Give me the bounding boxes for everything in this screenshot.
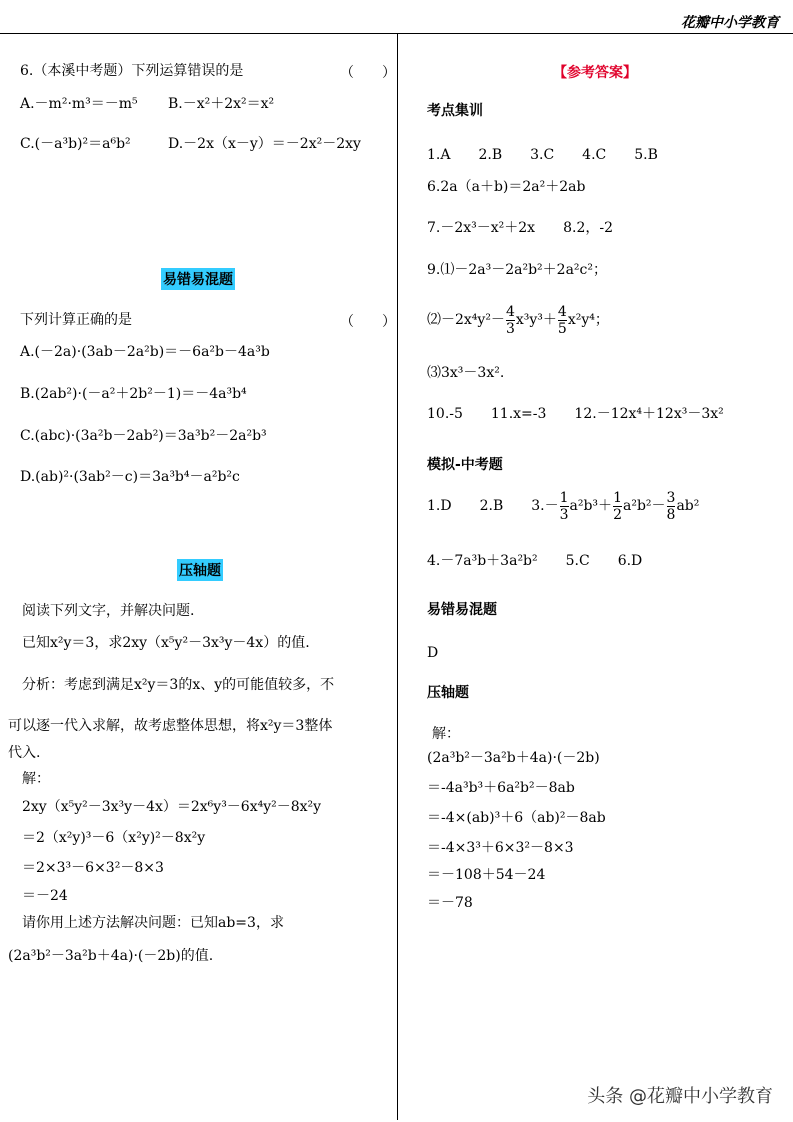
- solution-line-2: ＝-4a³b³＋6a²b²－8ab: [427, 780, 575, 796]
- fraction-4-3: [506, 304, 515, 337]
- mistake-option-b: B.(2ab²)·(－a²＋2b²－1)＝－4a³b⁴: [20, 386, 247, 402]
- fraction-3-8: [667, 490, 676, 523]
- q6-stem: 6.（本溪中考题）下列运算错误的是: [20, 63, 244, 79]
- yz-title: 压轴题: [427, 685, 469, 701]
- q6-option-c: C.(－a³b)²＝a⁶b²: [20, 136, 131, 152]
- solution-line-4: ＝-4×3³＋6×3²－8×3: [427, 840, 574, 856]
- mistake-option-a: A.(－2a)·(3ab－2a²b)＝－6a²b－4a³b: [20, 344, 270, 360]
- mn-title: 模拟-中考题: [427, 457, 503, 473]
- axis-line-3: 分析：考虑到满足x²y＝3的x、y的可能值较多，不: [22, 677, 335, 693]
- solution-line-5: ＝－108＋54－24: [427, 867, 546, 883]
- answer-1-5: 1.A 2.B 3.C 4.C 5.B: [427, 147, 658, 163]
- mn-answer-1-3: [427, 486, 699, 526]
- solution-line-1: (2a³b²－3a²b＋4a)·(－2b): [427, 750, 600, 766]
- yc-title: 易错易混题: [427, 602, 497, 618]
- mistake-option-d: D.(ab)²·(3ab²－c)＝3a³b⁴－a²b²c: [20, 469, 240, 485]
- mn-answer-4-6: 4.－7a³b＋3a²b² 5.C 6.D: [427, 553, 643, 569]
- axis-line-9: ＝2×3³－6×3²－8×3: [22, 860, 164, 876]
- frac-num: 1: [613, 489, 622, 506]
- answer-title: 【参考答案】: [553, 65, 637, 81]
- answer-9-2-pre: ⑵－2x⁴y²－: [427, 312, 505, 328]
- fraction-1-2: [613, 490, 622, 523]
- mn-answer-mid2: a²b²－: [622, 498, 666, 514]
- answer-9-2: [427, 300, 609, 340]
- solution-line-3: ＝-4×(ab)³＋6（ab)²－8ab: [427, 810, 606, 826]
- answer-9-2-mid: x³y³＋: [515, 312, 557, 328]
- mn-answer-pre: 1.D 2.B 3.－: [427, 498, 559, 514]
- frac-den: 8: [666, 506, 676, 523]
- answer-9-1: 9.⑴－2a³－2a²b²＋2a²c²；: [427, 262, 607, 278]
- q6-answer-paren: （ ）: [340, 65, 396, 81]
- frac-den: 3: [559, 506, 569, 523]
- answer-9-2-post: x²y⁴；: [567, 312, 609, 328]
- axis-line-4: 可以逐一代入求解，故考虑整体思想，将x²y＝3整体: [8, 718, 333, 734]
- mn-answer-mid1: a²b³＋: [569, 498, 613, 514]
- answer-6: 6.2a（a＋b)＝2a²＋2ab: [427, 179, 586, 195]
- watermark: 头条 @花瓣中小学教育: [587, 1086, 773, 1107]
- q6-option-b: B.－x²＋2x²＝x²: [168, 96, 275, 112]
- kd-title: 考点集训: [427, 103, 483, 119]
- axis-line-2: 已知x²y＝3，求2xy（x⁵y²－3x³y－4x）的值.: [22, 635, 310, 651]
- frac-num: 1: [559, 489, 569, 506]
- q6-option-a: A.－m²·m³＝－m⁵: [20, 96, 138, 112]
- frac-num: 4: [557, 303, 567, 320]
- mn-answer-post: ab²: [676, 498, 700, 514]
- frac-num: 3: [666, 489, 676, 506]
- axis-line-6: 解：: [22, 771, 50, 787]
- axis-line-7: 2xy（x⁵y²－3x³y－4x）＝2x⁶y³－6x⁴y²－8x²y: [22, 799, 322, 815]
- frac-den: 5: [557, 320, 567, 337]
- answer-10-12: 10.-5 11.x=-3 12.－12x⁴＋12x³－3x²: [427, 406, 724, 422]
- frac-num: 4: [505, 303, 515, 320]
- solution-line-6: ＝－78: [427, 895, 473, 911]
- axis-line-8: ＝2（x²y)³－6（x²y)²－8x²y: [22, 830, 206, 846]
- answer-7-8: 7.－2x³－x²＋2x 8.2，-2: [427, 220, 613, 236]
- column-divider: [397, 34, 398, 1120]
- mistake-option-c: C.(abc)·(3a²b－2ab²)＝3a³b²－2a²b³: [20, 428, 267, 444]
- axis-line-11: 请你用上述方法解决问题：已知ab=3，求: [22, 915, 284, 931]
- axis-line-1: 阅读下列文字，并解决问题.: [22, 603, 195, 619]
- frac-den: 3: [505, 320, 515, 337]
- q6-option-d: D.－2x（x－y）＝－2x²－2xy: [168, 136, 361, 152]
- solution-line-0: 解：: [432, 726, 460, 742]
- axis-line-12: (2a³b²－3a²b＋4a)·(－2b)的值.: [8, 948, 214, 964]
- header-brand: 花瓣中小学教育: [681, 15, 779, 31]
- mistake-stem: 下列计算正确的是: [20, 312, 132, 328]
- frac-den: 2: [613, 506, 622, 523]
- section-title-mistakes: 易错易混题: [161, 268, 235, 290]
- axis-line-10: ＝－24: [22, 888, 68, 904]
- section-title-axis: 压轴题: [177, 559, 223, 581]
- yc-answer: D: [427, 645, 439, 661]
- mistake-answer-paren: （ ）: [340, 314, 396, 330]
- answer-9-3: ⑶3x³－3x².: [427, 365, 505, 381]
- axis-line-5: 代入.: [8, 745, 41, 761]
- fraction-4-5: [558, 304, 567, 337]
- fraction-1-3: [560, 490, 569, 523]
